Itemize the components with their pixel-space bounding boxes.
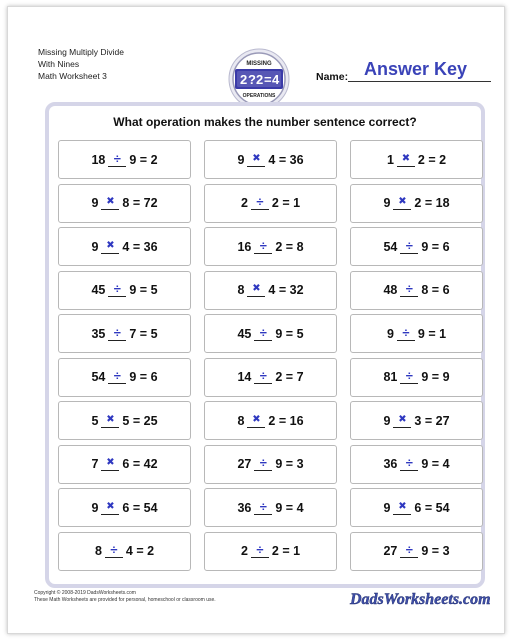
multiply-icon[interactable]: ✖ xyxy=(101,240,119,254)
operand-a: 9 xyxy=(91,196,99,210)
operand-b-result: 9 = 3 xyxy=(275,457,304,471)
operand-a: 35 xyxy=(91,326,106,341)
operand-b-result: 2 = 1 xyxy=(271,196,301,210)
badge-top-text: MISSING xyxy=(246,61,272,67)
divide-icon[interactable]: ÷ xyxy=(254,501,272,515)
problem-4 xyxy=(58,184,191,223)
problem-2 xyxy=(204,140,337,179)
operand-b-result: 9 = 1 xyxy=(417,326,447,341)
divide-icon[interactable]: ÷ xyxy=(108,327,126,341)
operand-b-result: 2 = 18 xyxy=(414,196,450,210)
operand-b-result: 9 = 4 xyxy=(275,500,304,515)
problem-24 xyxy=(350,445,483,484)
badge-bottom-text: OPERATIONS xyxy=(242,93,276,99)
divide-icon[interactable]: ÷ xyxy=(254,457,272,471)
missing-operations-badge-icon xyxy=(228,48,290,110)
divide-icon[interactable]: ÷ xyxy=(108,283,126,297)
operand-b-result: 4 = 36 xyxy=(268,152,304,167)
operand-a: 5 xyxy=(91,413,99,428)
svg-text:=: = xyxy=(264,72,272,87)
operand-a: 54 xyxy=(91,370,106,384)
operand-b-result: 6 = 54 xyxy=(414,500,450,515)
operand-a: 81 xyxy=(383,370,398,384)
problem-25 xyxy=(58,488,191,527)
multiply-icon[interactable]: ✖ xyxy=(393,414,411,428)
multiply-icon[interactable]: ✖ xyxy=(393,501,411,515)
footer-copyright xyxy=(34,590,216,604)
problem-6 xyxy=(350,184,483,223)
divide-icon[interactable]: ÷ xyxy=(400,370,418,384)
problem-11 xyxy=(204,271,337,310)
dadsworksheets-logo-icon xyxy=(348,585,498,611)
operand-b-result: 9 = 3 xyxy=(421,544,450,558)
name-label: Name: xyxy=(316,71,349,83)
operand-b-result: 4 = 36 xyxy=(122,239,158,254)
operand-b-result: 5 = 25 xyxy=(122,413,158,428)
problem-8 xyxy=(204,227,337,266)
multiply-icon[interactable]: ✖ xyxy=(101,196,119,210)
divide-icon[interactable]: ÷ xyxy=(400,240,418,254)
divide-icon[interactable]: ÷ xyxy=(105,544,123,558)
usage-line: These Math Worksheets are provided for personal, homeschool or classroom use. xyxy=(34,597,216,603)
brand-text: DadsWorksheets.com xyxy=(350,591,491,608)
operand-b-result: 2 = 7 xyxy=(275,370,304,384)
problem-1 xyxy=(58,140,191,179)
operand-a: 8 xyxy=(237,413,245,428)
operand-b-result: 8 = 6 xyxy=(421,283,450,297)
operand-b-result: 9 = 6 xyxy=(421,239,450,254)
operand-b-result: 4 = 2 xyxy=(125,544,155,558)
operand-b-result: 8 = 72 xyxy=(122,196,158,210)
operand-a: 45 xyxy=(91,283,106,297)
operand-a: 9 xyxy=(91,239,99,254)
operand-a: 36 xyxy=(383,457,398,471)
problem-27 xyxy=(350,488,483,527)
operand-b-result: 9 = 2 xyxy=(129,152,158,167)
operand-a: 9 xyxy=(91,500,99,515)
operand-b-result: 6 = 42 xyxy=(122,457,158,471)
operand-b-result: 2 = 16 xyxy=(268,413,304,428)
operand-a: 27 xyxy=(237,457,252,471)
problem-20 xyxy=(204,401,337,440)
divide-icon[interactable]: ÷ xyxy=(251,196,269,210)
divide-icon[interactable]: ÷ xyxy=(108,153,126,167)
multiply-icon[interactable]: ✖ xyxy=(247,283,265,297)
operand-b-result: 9 = 4 xyxy=(421,457,450,471)
operand-b-result: 2 = 1 xyxy=(271,544,301,558)
operand-a: 14 xyxy=(237,370,252,384)
multiply-icon[interactable]: ✖ xyxy=(247,153,265,167)
title-line-3: Math Worksheet 3 xyxy=(38,71,107,81)
multiply-icon[interactable]: ✖ xyxy=(101,414,119,428)
answer-key-label: Answer Key xyxy=(364,59,468,79)
operand-b-result: 4 = 32 xyxy=(268,283,304,297)
svg-text:2: 2 xyxy=(240,72,248,87)
problem-22 xyxy=(58,445,191,484)
operand-a: 54 xyxy=(383,239,398,254)
problem-7 xyxy=(58,227,191,266)
multiply-icon[interactable]: ✖ xyxy=(393,196,411,210)
divide-icon[interactable]: ÷ xyxy=(400,457,418,471)
operand-a: 18 xyxy=(91,152,106,167)
instruction-text: What operation makes the number sentence correct? xyxy=(113,115,417,129)
problem-16 xyxy=(58,358,191,397)
problem-5 xyxy=(204,184,337,223)
operand-a: 48 xyxy=(383,283,398,297)
operand-b-result: 9 = 5 xyxy=(275,326,304,341)
worksheet-title xyxy=(38,46,124,82)
worksheet-page xyxy=(7,6,505,634)
operand-b-result: 9 = 9 xyxy=(421,370,450,384)
problem-9 xyxy=(350,227,483,266)
operand-a: 2 xyxy=(240,544,248,558)
divide-icon[interactable]: ÷ xyxy=(400,544,418,558)
operand-a: 8 xyxy=(237,283,245,297)
problem-13 xyxy=(58,314,191,353)
problem-12 xyxy=(350,271,483,310)
multiply-icon[interactable]: ✖ xyxy=(101,501,119,515)
divide-icon[interactable]: ÷ xyxy=(254,327,272,341)
copyright-line: Copyright © 2008-2019 DadsWorksheets.com xyxy=(34,590,136,596)
svg-text:?: ? xyxy=(248,72,256,87)
operand-a: 1 xyxy=(386,152,394,167)
operand-b-result: 7 = 5 xyxy=(129,326,158,341)
svg-text:2: 2 xyxy=(256,72,264,87)
problem-15 xyxy=(350,314,483,353)
title-line-2: With Nines xyxy=(38,59,80,69)
operand-b-result: 3 = 27 xyxy=(414,413,450,428)
operand-b-result: 6 = 54 xyxy=(122,500,158,515)
operand-a: 45 xyxy=(237,326,252,341)
problems-grid xyxy=(58,140,483,571)
operand-b-result: 9 = 5 xyxy=(129,283,158,297)
title-line-1: Missing Multiply Divide xyxy=(38,47,124,57)
problem-23 xyxy=(204,445,337,484)
operand-a: 9 xyxy=(383,500,391,515)
problem-10 xyxy=(58,271,191,310)
problem-17 xyxy=(204,358,337,397)
problem-14 xyxy=(204,314,337,353)
multiply-icon[interactable]: ✖ xyxy=(247,414,265,428)
operand-a: 7 xyxy=(91,457,99,471)
operand-a: 27 xyxy=(383,544,398,558)
multiply-icon[interactable]: ✖ xyxy=(101,457,119,471)
divide-icon[interactable]: ÷ xyxy=(254,240,272,254)
operand-a: 9 xyxy=(383,196,391,210)
problem-29 xyxy=(204,532,337,571)
operand-a: 9 xyxy=(383,413,391,428)
operand-a: 9 xyxy=(386,326,394,341)
divide-icon[interactable]: ÷ xyxy=(397,327,415,341)
operand-b-result: 9 = 6 xyxy=(129,370,158,384)
problem-18 xyxy=(350,358,483,397)
operand-a: 36 xyxy=(237,500,252,515)
operand-a: 2 xyxy=(240,196,248,210)
problem-26 xyxy=(204,488,337,527)
name-line xyxy=(348,81,491,82)
problems-panel xyxy=(45,102,485,588)
divide-icon[interactable]: ÷ xyxy=(254,370,272,384)
operand-a: 16 xyxy=(237,239,252,254)
operand-b-result: 2 = 2 xyxy=(417,152,447,167)
problem-28 xyxy=(58,532,191,571)
multiply-icon[interactable]: ✖ xyxy=(397,153,415,167)
operand-a: 8 xyxy=(94,544,102,558)
divide-icon[interactable]: ÷ xyxy=(400,283,418,297)
problem-21 xyxy=(350,401,483,440)
operand-a: 9 xyxy=(237,152,245,167)
divide-icon[interactable]: ÷ xyxy=(108,370,126,384)
problem-19 xyxy=(58,401,191,440)
operand-b-result: 2 = 8 xyxy=(275,239,304,254)
problem-30 xyxy=(350,532,483,571)
problem-3 xyxy=(350,140,483,179)
svg-text:4: 4 xyxy=(272,72,280,87)
divide-icon[interactable]: ÷ xyxy=(251,544,269,558)
